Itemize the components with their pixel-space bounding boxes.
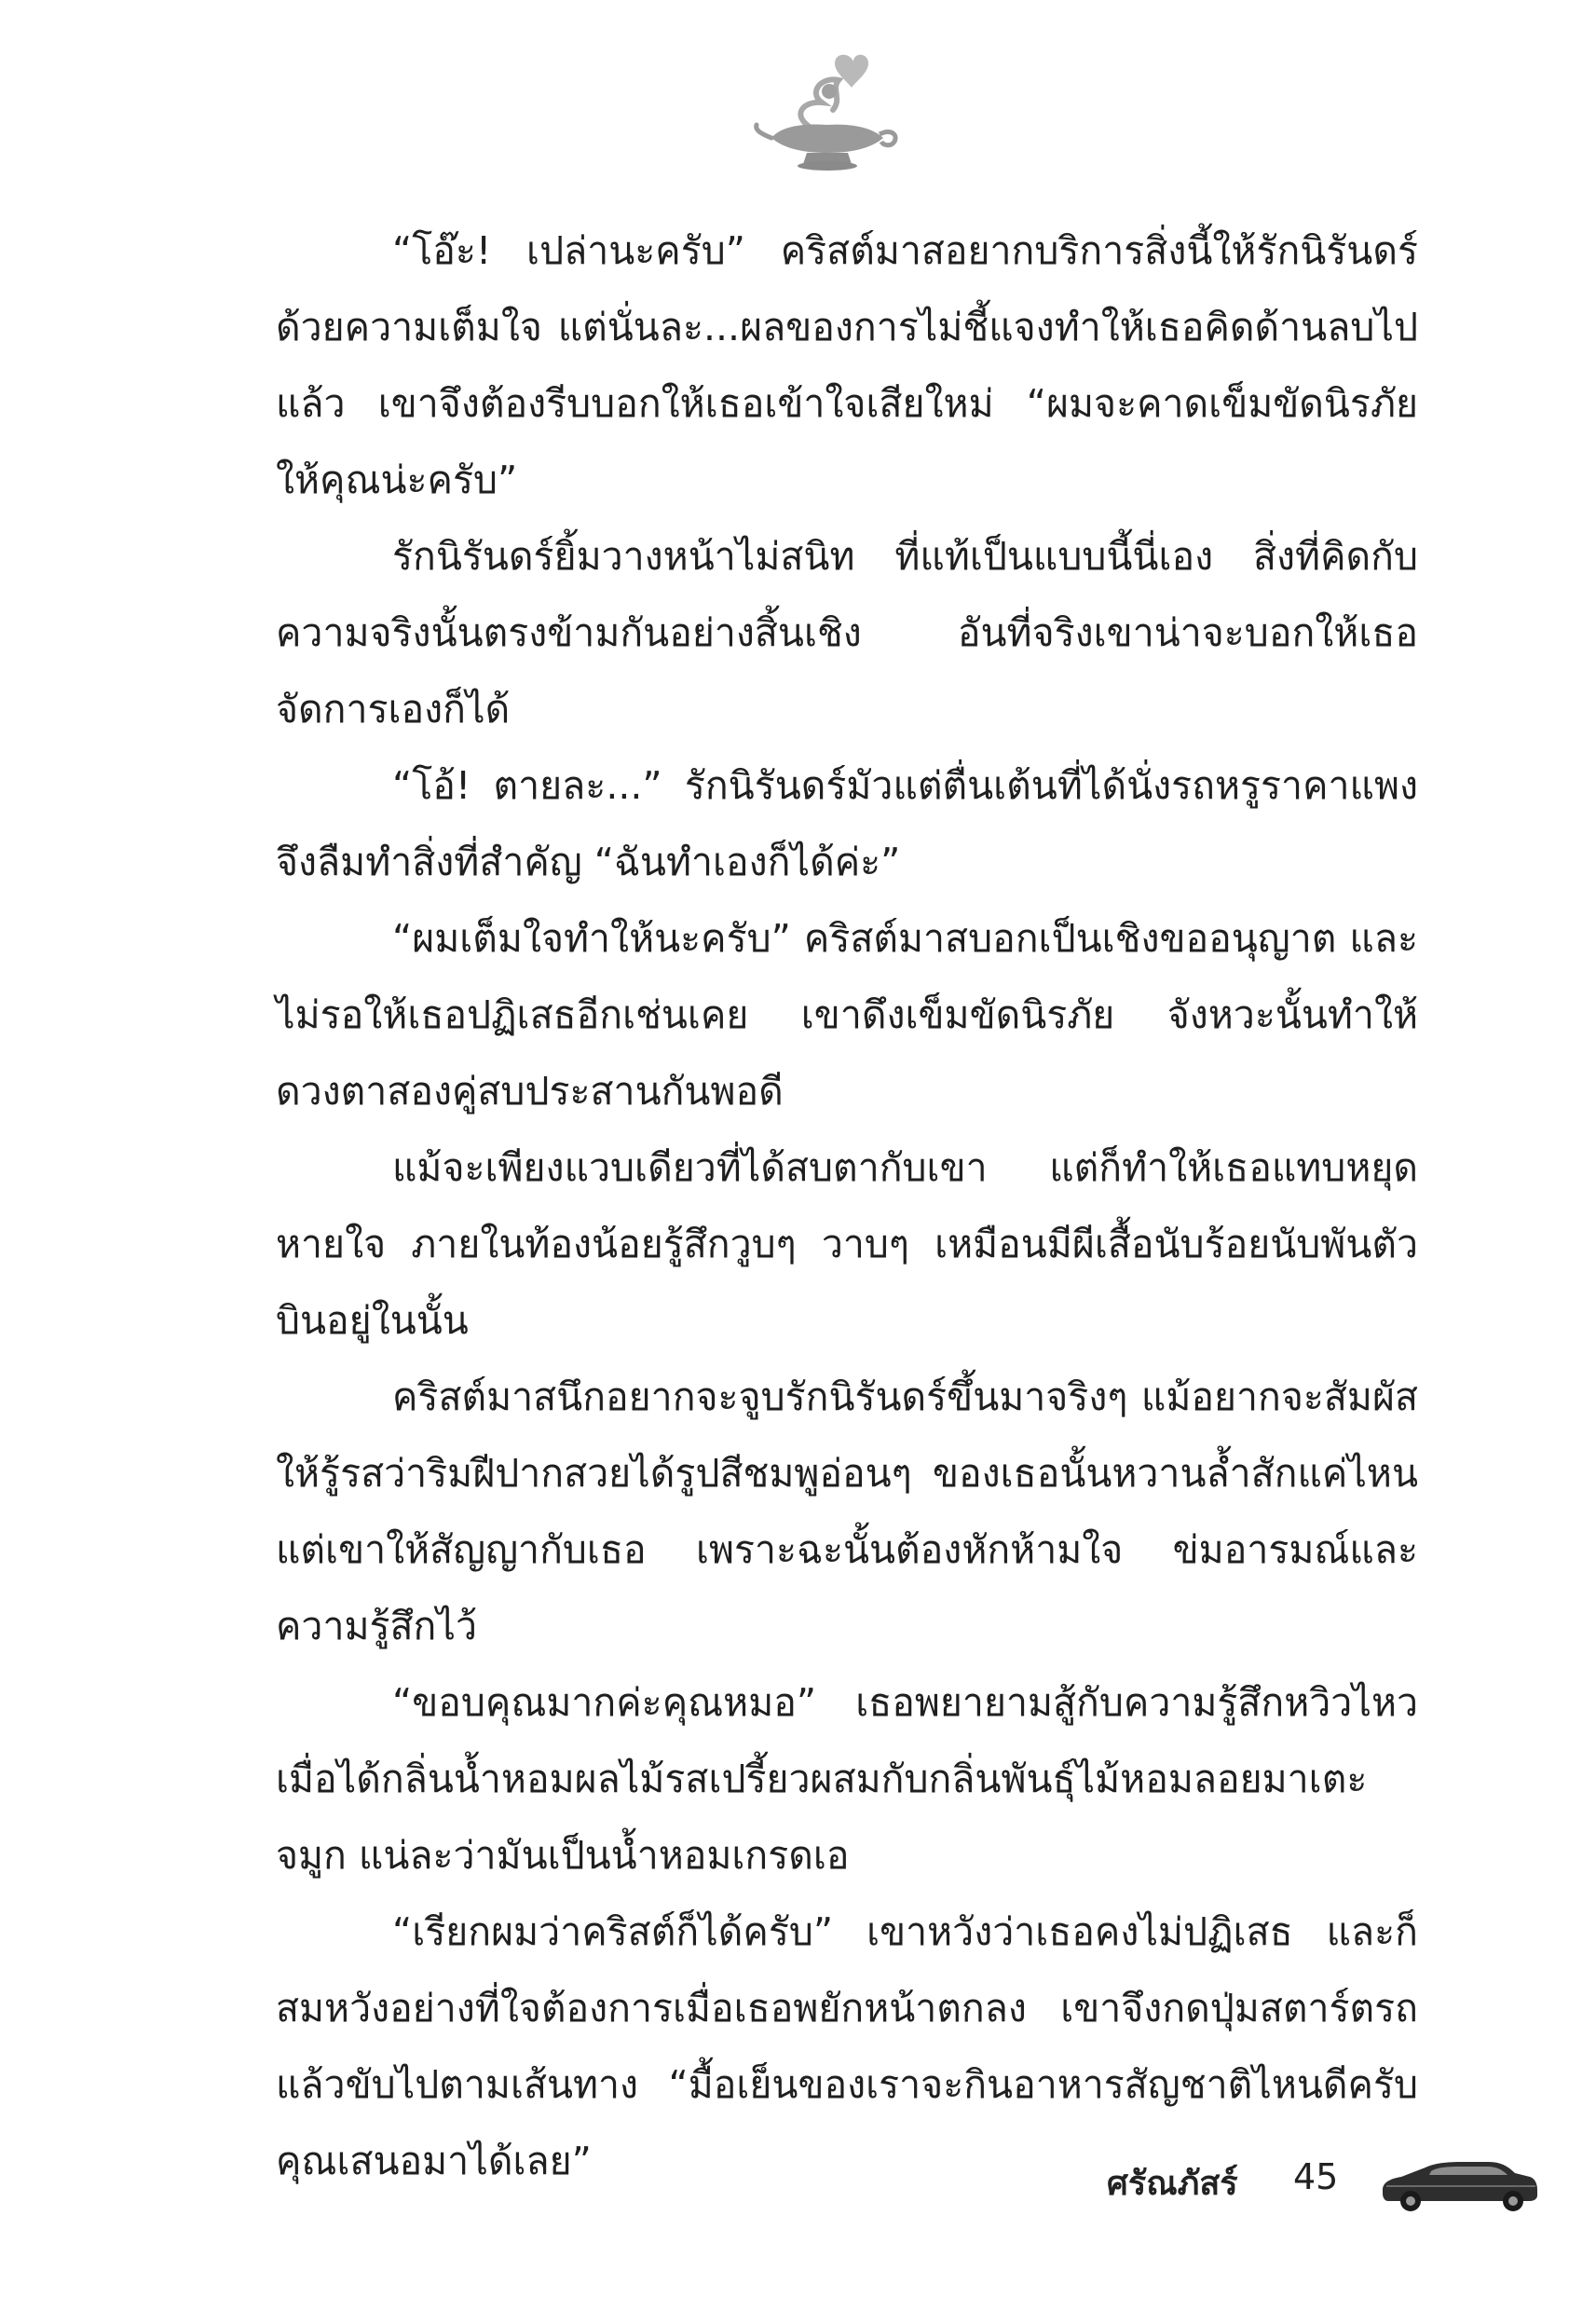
story-text [276, 212, 1418, 2199]
limousine-icon [1377, 2149, 1540, 2214]
paragraph: แม้จะเพียงแวบเดียวที่ได้สบตากับเขา แต่ก็ทำให้เธอแทบหยุดหายใจ ภายในท้องน้อยรู้สึกวูบๆ วาบๆ เหมือนมีผีเสื้อนับร้อยนับพันตัวบินอยู่ในนั้น [276, 1145, 1418, 1343]
paragraph: คริสต์มาสนึกอยากจะจูบรักนิรันดร์ขึ้นมาจริงๆ แม้อยากจะสัมผัสให้รู้รสว่าริมฝีปากสวยได้รูปสีชมพูอ่อนๆ ของเธอนั้นหวานล้ำสักแค่ไหน แต่เขาให้สัญญากับเธอ เพราะฉะนั้นต้องหักห้ามใจ ข่มอารมณ์และความรู้สึกไว้ [276, 1374, 1418, 1648]
genie-lamp-icon [753, 48, 902, 174]
paragraph: “ผมเต็มใจทำให้นะครับ” คริสต์มาสบอกเป็นเชิงขออนุญาต และไม่รอให้เธอปฏิเสธอีกเช่นเคย เขาดึงเข็มขัดนิรภัย จังหวะนั้นทำให้ดวงตาสองคู่สบประสานกันพอดี [276, 916, 1418, 1114]
paragraph: “โอ๊ะ! เปล่านะครับ” คริสต์มาสอยากบริการสิ่งนี้ให้รักนิรันดร์ด้วยความเต็มใจ แต่นั่นละ...ผลของการไม่ชี้แจงทำให้เธอคิดด้านลบไปแล้ว เขาจึงต้องรีบบอกให้เธอเข้าใจเสียใหม่ “ผมจะคาดเข็มขัดนิรภัยให้คุณน่ะครับ” [276, 228, 1418, 502]
paragraph: “ขอบคุณมากค่ะคุณหมอ” เธอพยายามสู้กับความรู้สึกหวิวไหวเมื่อได้กลิ่นน้ำหอมผลไม้รสเปรี้ยวผสมกับกลิ่นพันธุ์ไม้หอมลอยมาเตะจมูก แน่ละว่ามันเป็นน้ำหอมเกรดเอ [276, 1680, 1418, 1878]
paragraph: รักนิรันดร์ยิ้มวางหน้าไม่สนิท ที่แท้เป็นแบบนี้นี่เอง สิ่งที่คิดกับความจริงนั้นตรงข้ามกันอย่างสิ้นเชิง อันที่จริงเขาน่าจะบอกให้เธอจัดการเองก็ได้ [276, 534, 1418, 732]
page-number: 45 [1293, 2156, 1339, 2197]
author-name: ศรัณภัสร์ [1107, 2165, 1238, 2203]
paragraph: “เรียกผมว่าคริสต์ก็ได้ครับ” เขาหวังว่าเธอคงไม่ปฏิเสธ และก็สมหวังอย่างที่ใจต้องการเมื่อเธอพยักหน้าตกลง เขาจึงกดปุ่มสตาร์ตรถแล้วขับไปตามเส้นทาง “มื้อเย็นของเราจะกินอาหารสัญชาติไหนดีครับคุณเสนอมาได้เลย” [276, 1909, 1418, 2183]
paragraph: “โอ้! ตายละ...” รักนิรันดร์มัวแต่ตื่นเต้นที่ได้นั่งรถหรูราคาแพงจึงลืมทำสิ่งที่สำคัญ “ฉันทำเองก็ได้ค่ะ” [276, 763, 1418, 884]
